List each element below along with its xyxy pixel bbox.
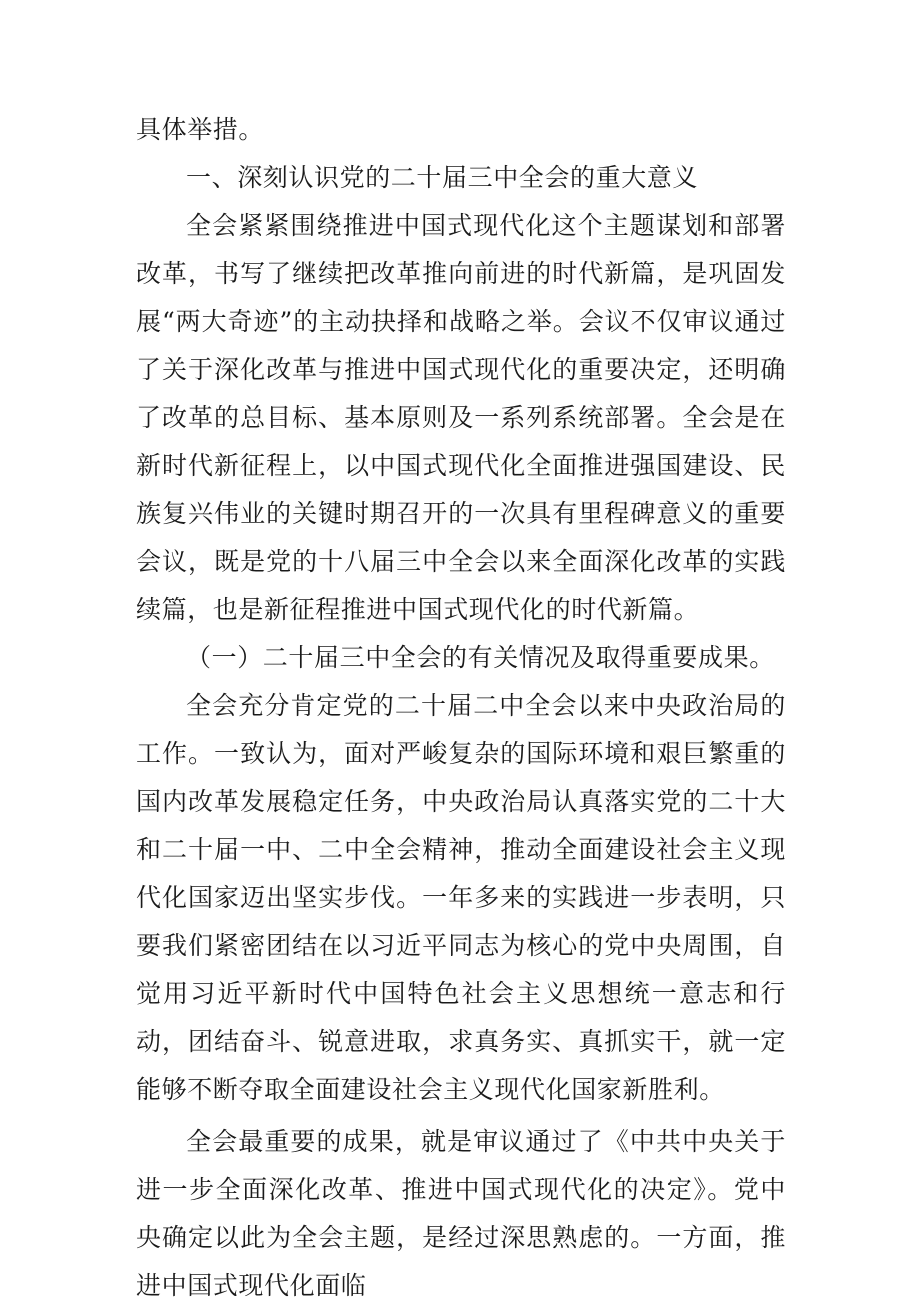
body-paragraph: 全会充分肯定党的二十届二中全会以来中央政治局的工作。一致认为，面对严峻复杂的国际环境和艰巨繁重的国内改革发展稳定任务，中央政治局认真落实党的二十大和二十届一中、二中全会精神，推动全面建设社会主义现代化国家迈出坚实步伐。一年多来的实践进一步表明，只要我们紧密团结在以习近平同志为核心的党中央周围，自觉用习近平新时代中国特色社会主义思想统一意志和行动，团结奋斗、锐意进取，求真务实、真抓实干，就一定能够不断夺取全面建设社会主义现代化国家新胜利。 bbox=[136, 691, 786, 1104]
document-body bbox=[136, 106, 786, 1310]
body-paragraph: 全会紧紧围绕推进中国式现代化这个主题谋划和部署改革，书写了继续把改革推向前进的时代新篇，是巩固发展“两大奇迹”的主动抉择和战略之举。会议不仅审议通过了关于深化改革与推进中国式现代化的重要决定，还明确了改革的总目标、基本原则及一系列系统部署。全会是在新时代新征程上，以中国式现代化全面推进强国建设、民族复兴伟业的关键时期召开的一次具有里程碑意义的重要会议，既是党的十八届三中全会以来全面深化改革的实践续篇，也是新征程推进中国式现代化的时代新篇。 bbox=[136, 211, 786, 624]
body-paragraph: 全会最重要的成果，就是审议通过了《中共中央关于进一步全面深化改革、推进中国式现代化的决定》。党中央确定以此为全会主题，是经过深思熟虑的。一方面，推进中国式现代化面临 bbox=[136, 1127, 786, 1300]
subsection-heading: （一）二十届三中全会的有关情况及取得重要成果。 bbox=[186, 643, 775, 672]
section-heading: 一、深刻认识党的二十届三中全会的重大意义 bbox=[186, 163, 699, 192]
continuation-paragraph: 具体举措。 bbox=[136, 115, 265, 144]
